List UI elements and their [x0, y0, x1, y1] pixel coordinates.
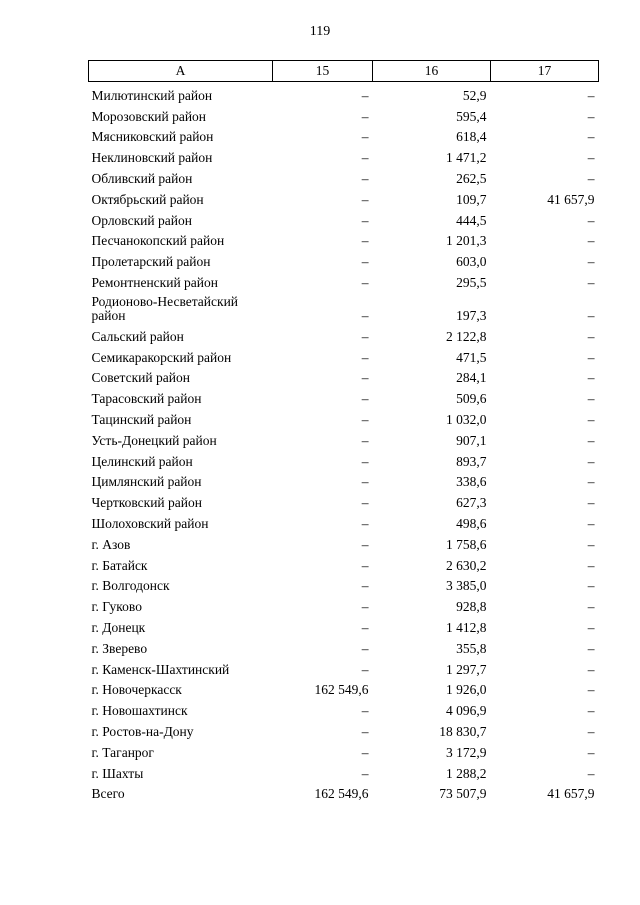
value-cell-col17: –	[587, 640, 595, 656]
value-cell-col15: –	[361, 723, 369, 739]
value-cell-col17: –	[587, 661, 595, 677]
table-row	[89, 124, 599, 145]
value-cell-col15: –	[361, 349, 369, 365]
row-label-cell: Тацинский район	[91, 411, 192, 427]
row-label-cell: Шолоховский район	[91, 515, 209, 531]
row-label-cell: Усть-Донецкий район	[91, 432, 217, 448]
row-label-cell: Неклиновский район	[91, 150, 213, 166]
value-cell-col15: –	[361, 515, 369, 531]
table-row	[89, 573, 599, 594]
value-cell-col16: 627,3	[456, 495, 487, 511]
table-row	[89, 248, 599, 269]
value-cell-col15: –	[361, 453, 369, 469]
value-cell-col16: 893,7	[456, 453, 487, 469]
value-cell-col17: –	[587, 765, 595, 781]
value-cell-col16: 1 288,2	[446, 765, 487, 781]
header-cell-17: 17	[491, 61, 599, 82]
value-cell-col17: –	[587, 170, 595, 186]
value-cell-col16: 2 122,8	[446, 328, 487, 344]
value-cell-col15: –	[361, 703, 369, 719]
row-label-cell: Родионово-Несветайский район	[91, 293, 239, 323]
value-cell-col15: –	[361, 307, 369, 323]
value-cell-col16: 1 926,0	[446, 682, 487, 698]
value-cell-col16: 907,1	[456, 432, 487, 448]
value-cell-col15: –	[361, 274, 369, 290]
row-label-cell: г. Зверево	[91, 640, 148, 656]
value-cell-col15: –	[361, 391, 369, 407]
page-number: 119	[309, 24, 331, 39]
value-cell-col16: 52,9	[462, 87, 487, 103]
table-row	[89, 781, 599, 802]
value-cell-col15: –	[361, 578, 369, 594]
row-label-cell: г. Новочеркасск	[91, 682, 182, 698]
value-cell-col15: 162 549,6	[314, 786, 369, 802]
table-row	[89, 510, 599, 531]
value-cell-col17: –	[587, 557, 595, 573]
value-cell-col17: –	[587, 411, 595, 427]
value-cell-col16: 1 032,0	[446, 411, 487, 427]
row-label-cell: Песчанокопский район	[91, 233, 225, 249]
value-cell-col17: –	[587, 129, 595, 145]
value-cell-col17: –	[587, 682, 595, 698]
row-label-cell: Чертковский район	[91, 495, 202, 511]
row-label-cell: г. Ростов-на-Дону	[91, 723, 194, 739]
value-cell-col17: –	[587, 432, 595, 448]
value-cell-col17: –	[587, 328, 595, 344]
value-cell-col16: 3 172,9	[446, 744, 487, 760]
value-cell-col17: –	[587, 619, 595, 635]
row-label-cell: Обливский район	[91, 170, 193, 186]
value-cell-col16: 595,4	[456, 108, 487, 124]
table-row	[89, 290, 599, 323]
value-cell-col15: –	[361, 233, 369, 249]
row-label-cell: Морозовский район	[91, 108, 207, 124]
value-cell-col17: –	[587, 274, 595, 290]
row-label-cell: г. Волгодонск	[91, 578, 170, 594]
value-cell-col17: 41 657,9	[547, 786, 595, 802]
row-label-cell: г. Гуково	[91, 599, 142, 615]
value-cell-col17: –	[587, 150, 595, 166]
header-cell-16: 16	[373, 61, 491, 82]
value-cell-col16: 928,8	[456, 599, 487, 615]
value-cell-col16: 1 471,2	[446, 150, 487, 166]
row-label-cell: г. Каменск-Шахтинский	[91, 661, 230, 677]
table-header	[89, 61, 599, 82]
value-cell-col15: –	[361, 170, 369, 186]
table-row	[89, 739, 599, 760]
value-cell-col15: –	[361, 370, 369, 386]
value-cell-col16: 1 201,3	[446, 233, 487, 249]
value-cell-col16: 603,0	[456, 254, 487, 270]
value-cell-col17: 41 657,9	[547, 191, 595, 207]
value-cell-col16: 509,6	[456, 391, 487, 407]
value-cell-col16: 4 096,9	[446, 703, 487, 719]
value-cell-col17: –	[587, 495, 595, 511]
header-row	[89, 61, 599, 82]
value-cell-col16: 471,5	[456, 349, 487, 365]
row-label-cell: Ремонтненский район	[91, 274, 218, 290]
value-cell-col16: 73 507,9	[439, 786, 487, 802]
value-cell-col15: –	[361, 411, 369, 427]
value-cell-col15: –	[361, 557, 369, 573]
row-label-cell: г. Азов	[91, 536, 131, 552]
row-label-cell: г. Донецк	[91, 619, 146, 635]
value-cell-col17: –	[587, 233, 595, 249]
value-cell-col17: –	[587, 474, 595, 490]
row-label-cell: г. Шахты	[91, 765, 144, 781]
row-label-cell: Всего	[91, 786, 125, 802]
value-cell-col16: 1 758,6	[446, 536, 487, 552]
header-cell-a: А	[89, 61, 273, 82]
value-cell-col15: –	[361, 212, 369, 228]
value-cell-col17: –	[587, 108, 595, 124]
value-cell-col15: –	[361, 599, 369, 615]
value-cell-col17: –	[587, 349, 595, 365]
value-cell-col15: –	[361, 536, 369, 552]
value-cell-col16: 498,6	[456, 515, 487, 531]
table-row	[89, 469, 599, 490]
value-cell-col16: 295,5	[456, 274, 487, 290]
value-cell-col15: –	[361, 254, 369, 270]
value-cell-col15: –	[361, 87, 369, 103]
row-label-cell: г. Новошахтинск	[91, 703, 188, 719]
value-cell-col17: –	[587, 307, 595, 323]
value-cell-col16: 618,4	[456, 129, 487, 145]
value-cell-col16: 444,5	[456, 212, 487, 228]
table-row	[89, 385, 599, 406]
value-cell-col17: –	[587, 703, 595, 719]
value-cell-col16: 262,5	[456, 170, 487, 186]
value-cell-col15: –	[361, 744, 369, 760]
value-cell-col15: –	[361, 474, 369, 490]
table-row	[89, 228, 599, 249]
row-label-cell: Тарасовский район	[91, 391, 202, 407]
value-cell-col16: 197,3	[456, 307, 487, 323]
value-cell-col17: –	[587, 370, 595, 386]
value-cell-col16: 3 385,0	[446, 578, 487, 594]
value-cell-col15: –	[361, 150, 369, 166]
table-row	[89, 489, 599, 510]
table-row	[89, 531, 599, 552]
value-cell-col17: –	[587, 723, 595, 739]
table-row	[89, 677, 599, 698]
row-label-cell: г. Батайск	[91, 557, 148, 573]
row-label-cell: Мясниковский район	[91, 129, 214, 145]
value-cell-col15: –	[361, 328, 369, 344]
row-label-cell: Орловский район	[91, 212, 192, 228]
value-cell-col17: –	[587, 87, 595, 103]
table-row	[89, 718, 599, 739]
table-row	[89, 186, 599, 207]
table-row	[89, 323, 599, 344]
table-row	[89, 448, 599, 469]
row-label-cell: Советский район	[91, 370, 190, 386]
value-cell-col15: –	[361, 108, 369, 124]
value-cell-col17: –	[587, 254, 595, 270]
value-cell-col16: 2 630,2	[446, 557, 487, 573]
value-cell-col16: 18 830,7	[439, 723, 487, 739]
table-row	[89, 427, 599, 448]
value-cell-col17: –	[587, 744, 595, 760]
row-label-cell: Целинский район	[91, 453, 193, 469]
value-cell-col15: –	[361, 129, 369, 145]
value-cell-col16: 338,6	[456, 474, 487, 490]
value-cell-col17: –	[587, 515, 595, 531]
value-cell-col15: –	[361, 640, 369, 656]
table-row	[89, 344, 599, 365]
value-cell-col16: 355,8	[456, 640, 487, 656]
value-cell-col17: –	[587, 599, 595, 615]
table-row	[89, 635, 599, 656]
value-cell-col15: –	[361, 765, 369, 781]
header-cell-15: 15	[273, 61, 373, 82]
table-row	[89, 269, 599, 290]
row-label-cell: Милютинский район	[91, 87, 213, 103]
value-cell-col17: –	[587, 536, 595, 552]
value-cell-col15: 162 549,6	[314, 682, 369, 698]
value-cell-col16: 1 297,7	[446, 661, 487, 677]
table-row	[89, 406, 599, 427]
table-row	[89, 614, 599, 635]
data-table	[88, 60, 599, 801]
value-cell-col15: –	[361, 432, 369, 448]
value-cell-col16: 284,1	[456, 370, 487, 386]
table-row	[89, 656, 599, 677]
table-row	[89, 697, 599, 718]
row-label-cell: Октябрьский район	[91, 191, 204, 207]
value-cell-col15: –	[361, 619, 369, 635]
table-row	[89, 552, 599, 573]
value-cell-col15: –	[361, 495, 369, 511]
table-row	[89, 593, 599, 614]
table-row	[89, 365, 599, 386]
table-row	[89, 207, 599, 228]
row-label-cell: г. Таганрог	[91, 744, 154, 760]
table-body	[89, 82, 599, 802]
value-cell-col17: –	[587, 453, 595, 469]
row-label-cell: Семикаракорский район	[91, 349, 232, 365]
value-cell-col17: –	[587, 391, 595, 407]
value-cell-col15: –	[361, 191, 369, 207]
row-label-cell: Цимлянский район	[91, 474, 202, 490]
row-label-cell: Пролетарский район	[91, 254, 211, 270]
table-row	[89, 165, 599, 186]
table-row	[89, 144, 599, 165]
table-row	[89, 760, 599, 781]
table-row	[89, 103, 599, 124]
value-cell-col16: 1 412,8	[446, 619, 487, 635]
value-cell-col17: –	[587, 578, 595, 594]
value-cell-col15: –	[361, 661, 369, 677]
table-row	[89, 82, 599, 103]
row-label-cell: Сальский район	[91, 328, 184, 344]
value-cell-col16: 109,7	[456, 191, 487, 207]
value-cell-col17: –	[587, 212, 595, 228]
